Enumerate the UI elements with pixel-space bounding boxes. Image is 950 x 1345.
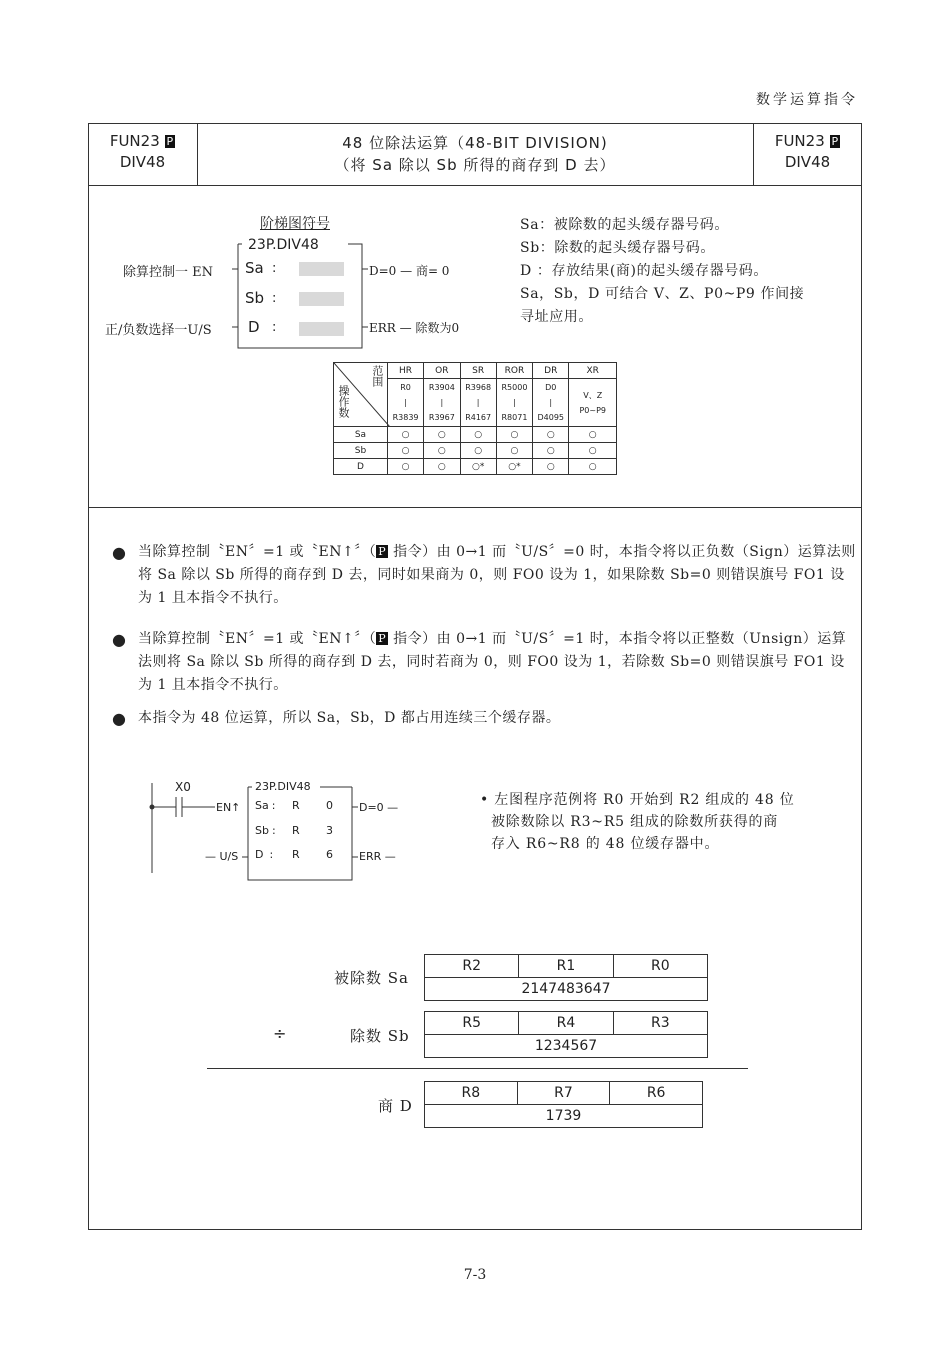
- cell: ○: [460, 427, 496, 443]
- header-right-cell: [753, 131, 862, 173]
- header-right-code: FUN23: [774, 132, 825, 150]
- d-label: 商 D: [378, 1097, 413, 1115]
- example-row-d: D : R 6: [255, 848, 333, 861]
- cell: ○: [387, 459, 423, 475]
- reg-cell: R6: [610, 1082, 703, 1105]
- cell: ○: [424, 427, 460, 443]
- err-output-label: ERR — 除数为0: [369, 321, 460, 335]
- col-range: D0 | D4095: [533, 379, 569, 427]
- page-header: 数学运算指令: [756, 92, 858, 108]
- cell: ○: [569, 459, 617, 475]
- operand-range-table: [333, 362, 617, 475]
- table-row: [334, 459, 617, 475]
- example-note: • 左图程序范例将 R0 开始到 R2 组成的 48 位 被除数除以 R3~R5 组成的除数所获得的商 存入 R6~R8 的 48 位缓存器中。: [480, 792, 795, 852]
- pulse-p-icon: P: [166, 135, 174, 148]
- pulse-p-icon: P: [378, 632, 387, 645]
- result-rule: [207, 1068, 748, 1069]
- example-d0-label: D=0 —: [359, 801, 399, 814]
- us-input-label: 正/负数选择一U/S: [105, 323, 212, 338]
- col-head: DR: [533, 363, 569, 379]
- reg-cell: R0: [613, 955, 707, 978]
- table-row: [334, 427, 617, 443]
- row-name: D: [334, 459, 388, 475]
- section-rule: [88, 507, 862, 508]
- bullet-dot-icon: ●: [112, 543, 127, 562]
- col-range: R3904 | R3967: [424, 379, 460, 427]
- desc-line: Sa，Sb，D 可结合 V、Z、P0~P9 作间接: [520, 286, 805, 302]
- d-value: 1739: [425, 1105, 703, 1128]
- desc-line: 寻址应用。: [520, 309, 593, 325]
- corner-left-label: 操作数: [337, 385, 350, 418]
- table-row: [334, 443, 617, 459]
- cell: ○: [387, 443, 423, 459]
- sb-label: 除数 Sb: [350, 1027, 410, 1045]
- table-corner: [334, 363, 388, 427]
- sb-register-table: [424, 1011, 708, 1058]
- header-bottom-rule: [88, 185, 862, 186]
- sb-value: 1234567: [425, 1035, 708, 1058]
- desc-line: D ：存放结果(商)的起头缓存器号码。: [520, 263, 768, 279]
- divide-symbol: ÷: [273, 1024, 287, 1043]
- desc-line: Sb：除数的起头缓存器号码。: [520, 240, 715, 256]
- cell: ○: [569, 443, 617, 459]
- col-range: R5000 | R8071: [496, 379, 532, 427]
- col-head: ROR: [496, 363, 532, 379]
- header-right-name: DIV48: [784, 153, 831, 171]
- cell: ○: [496, 443, 532, 459]
- reg-cell: R3: [613, 1012, 707, 1035]
- col-head: SR: [460, 363, 496, 379]
- us-label: — U/S: [205, 850, 239, 863]
- en-label: EN↑: [216, 801, 241, 814]
- cell: ○: [460, 443, 496, 459]
- example-row-sb: Sb : R 3: [255, 824, 333, 837]
- instruction-title: 48 位除法运算（48-BIT DIVISION): [342, 134, 608, 152]
- en-input-label: 除算控制一 EN: [123, 265, 213, 280]
- header-title-cell: [197, 132, 753, 176]
- cell: ○*: [460, 459, 496, 475]
- corner-top-label: 范围: [370, 365, 384, 387]
- sa-value: 2147483647: [425, 978, 708, 1001]
- bullet-2: ● 当除算控制〝EN〞=1 或〝EN↑〞（ P 指令）由 0→1 而〝U/S〞=1 时，本指令将以正整数（Unsign）运算法则将 Sa 除以 Sb 所得的商存到 D 去，同时若商为 0，则 FO0 设为 1，若除数 Sb=0 则错误旗号 FO1 设为 1 且本指令不执行。: [112, 630, 847, 693]
- row-name: Sb: [334, 443, 388, 459]
- col-range: R0 | R3839: [387, 379, 423, 427]
- d-register-table: [424, 1081, 703, 1128]
- pulse-p-icon: P: [378, 545, 387, 558]
- bullet-dot-icon: ●: [112, 630, 127, 649]
- reg-cell: R8: [425, 1082, 518, 1105]
- example-block-title: 23P.DIV48: [255, 780, 311, 793]
- col-range: R3968 | R4167: [460, 379, 496, 427]
- reg-cell: R2: [425, 955, 519, 978]
- operand-sa: Sa: [245, 259, 264, 277]
- header-left-code: FUN23: [109, 132, 160, 150]
- col-range: V、Z P0~P9: [569, 379, 617, 427]
- header-left-cell: [88, 131, 197, 173]
- example-row-sa: Sa : R 0: [255, 799, 333, 812]
- reg-cell: R1: [519, 955, 613, 978]
- operand-sb-colon: :: [272, 291, 277, 306]
- cell: ○: [496, 427, 532, 443]
- example-err-label: ERR —: [359, 850, 396, 863]
- bullet-1: ● 当除算控制〝EN〞=1 或〝EN↑〞（ P 指令）由 0→1 而〝U/S〞=0 时，本指令将以正负数（Sign）运算法则将 Sa 除以 Sb 所得的商存到 D 去，同时如果商为 0，则 FO0 设为 1，如果除数 Sb=0 则错误旗号 FO1 设为 1 且本指令不执行。: [112, 543, 856, 606]
- operand-d: D: [248, 318, 260, 336]
- block-title: 23P.DIV48: [248, 237, 319, 253]
- operand-d-colon: :: [272, 320, 277, 335]
- contact-label: X0: [175, 780, 191, 794]
- reg-cell: R5: [425, 1012, 519, 1035]
- cell: ○: [533, 427, 569, 443]
- cell: ○: [569, 427, 617, 443]
- cell: ○: [424, 443, 460, 459]
- cell: ○: [387, 427, 423, 443]
- bullet-3: ● 本指令为 48 位运算，所以 Sa，Sb，D 都占用连续三个缓存器。: [112, 709, 561, 728]
- bullet-dot-icon: ●: [112, 709, 127, 728]
- col-head: XR: [569, 363, 617, 379]
- desc-line: Sa：被除数的起头缓存器号码。: [520, 217, 729, 233]
- operand-descriptions: [520, 214, 804, 329]
- pulse-p-icon: P: [831, 135, 839, 148]
- col-head: HR: [387, 363, 423, 379]
- page-number: 7-3: [463, 1267, 487, 1283]
- cell: ○: [424, 459, 460, 475]
- instruction-subtitle: （将 Sa 除以 Sb 所得的商存到 D 去）: [334, 156, 616, 174]
- operand-sa-colon: :: [272, 261, 277, 276]
- reg-cell: R7: [517, 1082, 610, 1105]
- reg-cell: R4: [519, 1012, 613, 1035]
- operand-sb: Sb: [245, 289, 265, 307]
- header-left-name: DIV48: [119, 153, 166, 171]
- cell: ○: [533, 459, 569, 475]
- cell: ○: [533, 443, 569, 459]
- sa-label: 被除数 Sa: [334, 969, 409, 987]
- cell: ○*: [496, 459, 532, 475]
- col-head: OR: [424, 363, 460, 379]
- symbol-heading: 阶梯图符号: [260, 216, 330, 232]
- row-name: Sa: [334, 427, 388, 443]
- d0-output-label: D=0 — 商= 0: [369, 264, 450, 278]
- sa-register-table: [424, 954, 708, 1001]
